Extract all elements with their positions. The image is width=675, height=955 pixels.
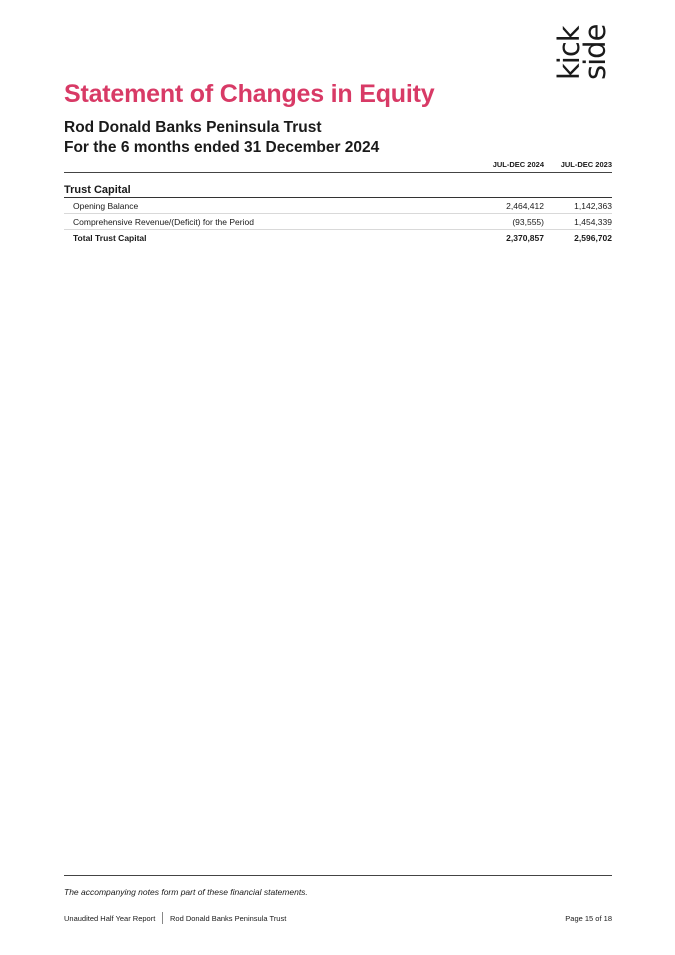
logo-line-2: side [578,24,612,80]
footer-report-name: Unaudited Half Year Report [64,914,156,923]
row-label: Comprehensive Revenue/(Deficit) for the Period [73,217,254,227]
period-heading: For the 6 months ended 31 December 2024 [64,139,380,156]
footer-entity: Rod Donald Banks Peninsula Trust [170,914,287,923]
header-divider [64,172,612,173]
table-row [64,214,612,230]
table-row-total [64,230,612,246]
table-row [64,198,612,214]
row-value-current: 2,370,857 [506,233,544,243]
brand-logo [552,14,612,80]
row-value-current: 2,464,412 [506,201,544,211]
row-value-prior: 1,142,363 [574,201,612,211]
footer-note: The accompanying notes form part of these financial statements. [64,887,308,897]
footer-separator [162,912,163,924]
column-header-current: JUL-DEC 2024 [492,160,544,169]
entity-name: Rod Donald Banks Peninsula Trust [64,119,322,136]
row-value-prior: 1,454,339 [574,217,612,227]
logo-line-1: kick [552,26,586,80]
row-label: Opening Balance [73,201,139,211]
column-header-prior: JUL-DEC 2023 [560,160,612,169]
row-value-prior: 2,596,702 [574,233,612,243]
page-title: Statement of Changes in Equity [64,80,435,108]
row-value-current: (93,555) [512,217,544,227]
footer-divider [64,875,612,876]
section-heading: Trust Capital [64,184,131,196]
page-number: Page 15 of 18 [565,914,612,923]
row-label: Total Trust Capital [73,233,147,243]
